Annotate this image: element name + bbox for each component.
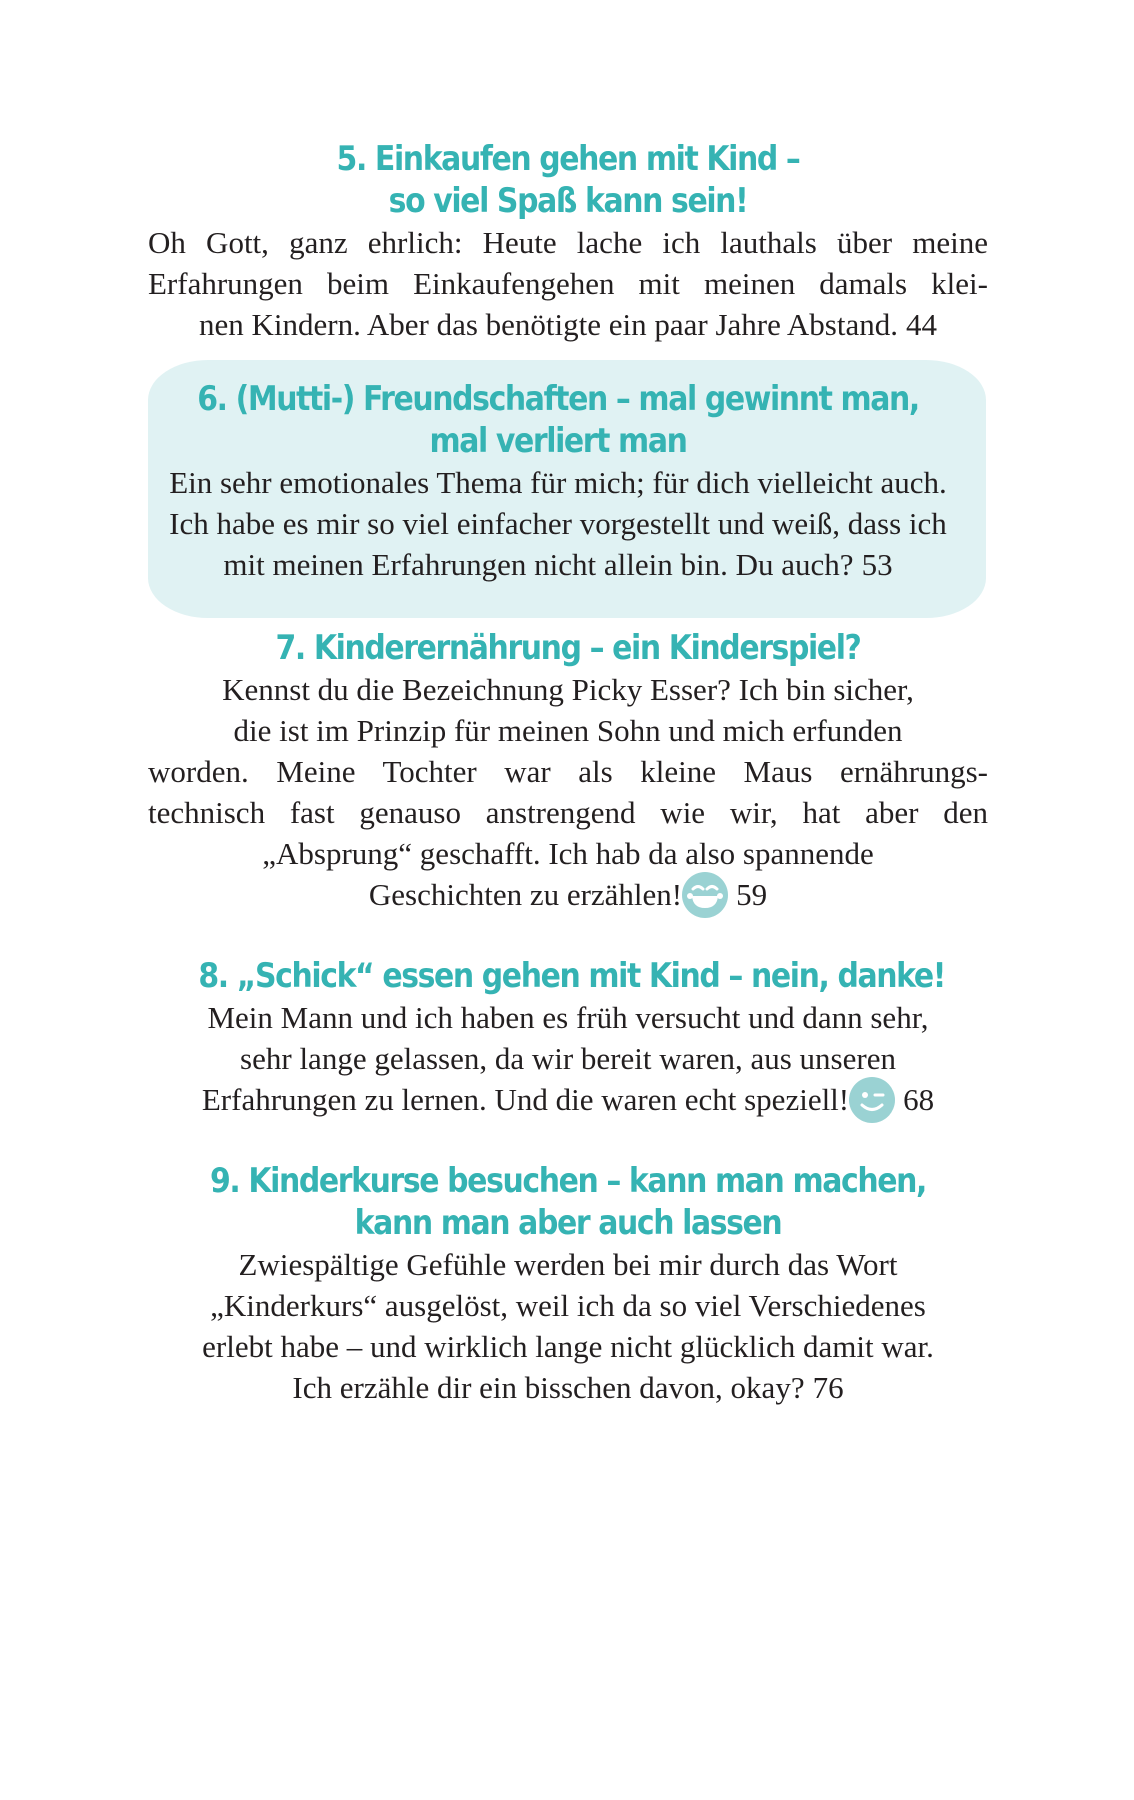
body-line: Zwiespältige Gefühle werden bei mir durch das Wort [238,1247,898,1282]
entry-description [148,669,988,921]
body-line: Ich erzähle dir ein bisschen davon, okay? [292,1370,805,1405]
laughing-face-icon [682,872,728,918]
body-line: Erfahrungen zu lernen. Und die waren echt speziell! [201,1082,850,1117]
toc-entry-8 [148,955,988,1126]
toc-entry-9 [148,1160,988,1408]
page-number: 76 [812,1370,844,1405]
body-line: nen Kindern. Aber das benötigte ein paar Jahre Abstand. [198,307,898,342]
heading-line: 7. Kinderernährung – ein Kinderspiel? [275,628,861,668]
entry-heading [197,378,919,462]
toc-entry-5 [148,138,988,345]
winking-face-icon [849,1077,895,1123]
heading-line: 8. „Schick“ essen gehen mit Kind – nein, danke! [198,956,945,996]
page-number: 44 [906,307,937,342]
body-line: technisch fast genauso anstrengend wie wir, hat aber den [148,795,988,830]
page-number: 53 [861,547,893,582]
page-number: 68 [903,1082,935,1117]
entry-heading [198,955,945,997]
page-number: 59 [736,877,768,912]
body-line: worden. Meine Tochter war als kleine Maus ernährungs- [148,754,988,789]
body-line: erlebt habe – und wirklich lange nicht glücklich damit war. [202,1329,934,1364]
entry-description [148,462,968,585]
entry-description [148,1244,988,1408]
body-line: Erfahrungen beim Einkaufengehen mit meinen damals klei- [148,266,988,301]
toc-entry-6 [148,378,968,585]
heading-line: 9. Kinderkurse besuchen – kann man machen, [210,1161,926,1201]
body-line: mit meinen Erfahrungen nicht allein bin. Du auch? [223,547,854,582]
entry-heading [198,627,937,669]
heading-line: kann man aber auch lassen [354,1203,782,1243]
body-line: die ist im Prinzip für meinen Sohn und mich erfunden [233,713,903,748]
body-line: Oh Gott, ganz ehrlich: Heute lache ich lauthals über meine [148,225,988,260]
body-line: sehr lange gelassen, da wir bereit waren, aus unseren [240,1041,896,1076]
body-line: Kennst du die Bezeichnung Picky Esser? Ich bin sicher, [222,672,914,707]
heading-line: 5. Einkaufen gehen mit Kind – [336,139,800,179]
heading-line: so viel Spaß kann sein! [388,181,748,221]
entry-description [148,997,988,1126]
entry-heading [198,1160,937,1244]
entry-heading [198,138,937,222]
body-line: „Kinderkurs“ ausgelöst, weil ich da so viel Verschiedenes [210,1288,926,1323]
body-line: Mein Mann und ich haben es früh versucht und dann sehr, [207,1000,929,1035]
body-line: „Absprung“ geschafft. Ich hab da also spannende [262,836,874,871]
entry-description [148,222,988,345]
toc-entry-7 [148,627,988,921]
heading-line: mal verliert man [429,421,687,461]
body-line: Geschichten zu erzählen! [368,877,683,912]
body-line: Ein sehr emotionales Thema für mich; für dich vielleicht auch. [169,465,947,500]
heading-line: 6. (Mutti-) Freundschaften – mal gewinnt man, [197,379,919,419]
body-line: Ich habe es mir so viel einfacher vorgestellt und weiß, dass ich [169,506,947,541]
